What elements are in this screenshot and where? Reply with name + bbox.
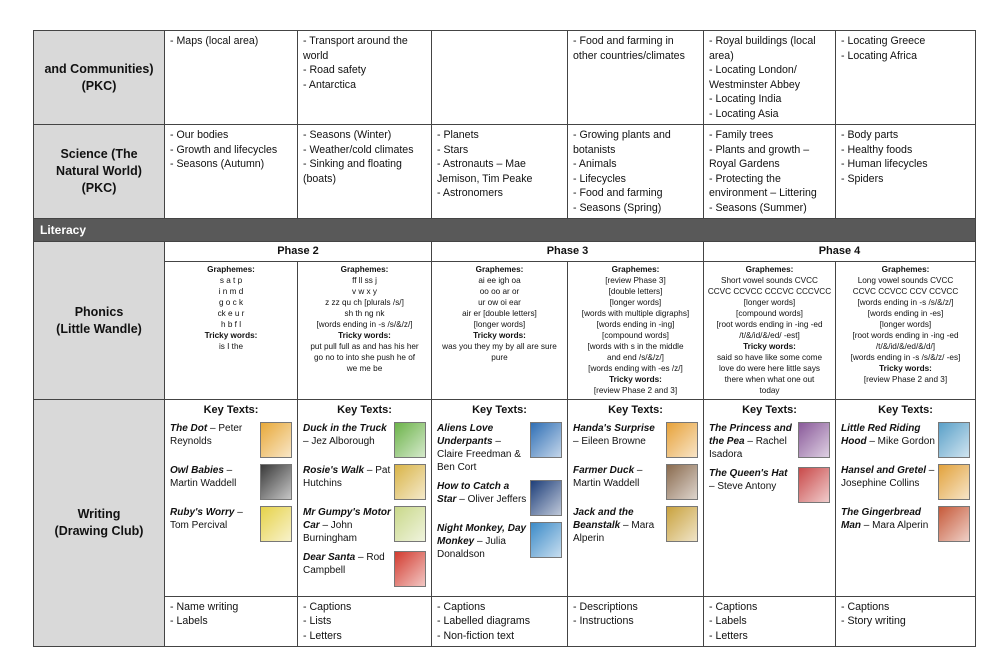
book-cover-icon bbox=[260, 464, 292, 500]
outcome-cell-5: - Captions - Labels - Letters bbox=[704, 596, 836, 647]
outcome-cell-4: - Descriptions - Instructions bbox=[568, 596, 704, 647]
phonics-cell-6: Graphemes: Long vowel sounds CVCC CCVC CCVCC CCV CCVCC [words ending in -s /s/&/z/] [words ending in -es] [longer words] [root words ending in -ing -ed /t/&/id/&/ed/&/d/] [words ending in -s /s/&/z/ -es] Tricky words: [review Phase 2 and 3] bbox=[836, 262, 976, 400]
cell-communities-3 bbox=[432, 31, 568, 125]
cell-communities-1: - Maps (local area) bbox=[165, 31, 298, 125]
book-cover-icon bbox=[260, 422, 292, 458]
keytexts-cell-2: Key Texts: Duck in the Truck – Jez Alborough Rosie's Walk – Pat Hutchins Mr Gumpy's Motor Car – John Burningham Dear Santa – Rod Campbell bbox=[298, 400, 432, 597]
book-cover-icon bbox=[938, 422, 970, 458]
book-item: Ruby's Worry – Tom Percival bbox=[170, 506, 292, 542]
book-cover-icon bbox=[260, 506, 292, 542]
book-item: The Gingerbread Man – Mara Alperin bbox=[841, 506, 970, 542]
subject-science: Science (The Natural World) (PKC) bbox=[34, 125, 165, 219]
section-literacy: Literacy bbox=[34, 219, 976, 242]
outcome-cell-1: - Name writing - Labels bbox=[165, 596, 298, 647]
book-cover-icon bbox=[530, 422, 562, 458]
phonics-cell-5: Graphemes: Short vowel sounds CVCC CCVC CCVCC CCCVC CCCVCC [longer words] [compound words] [root words ending in -ing -ed /t/&/id/&/ed/ -est] Tricky words: said so have like some come love do were here little says there when what one out today bbox=[704, 262, 836, 400]
keytexts-cell-4: Key Texts: Handa's Surprise – Eileen Browne Farmer Duck – Martin Waddell Jack and the Beanstalk – Mara Alperin bbox=[568, 400, 704, 597]
subject-communities: and Communities) (PKC) bbox=[34, 31, 165, 125]
phonics-cell-4: Graphemes: [review Phase 3] [double letters] [longer words] [words with multiple digraphs] [words ending in -ing] [compound words] [words with s in the middle and end /s/&/z/] [words ending with -es /z/] Tricky words: [review Phase 2 and 3] bbox=[568, 262, 704, 400]
book-cover-icon bbox=[666, 506, 698, 542]
row-phonics bbox=[34, 262, 976, 400]
book-item: The Dot – Peter Reynolds bbox=[170, 422, 292, 458]
book-cover-icon bbox=[394, 551, 426, 587]
cell-communities-2: - Transport around the world - Road safety - Antarctica bbox=[298, 31, 432, 125]
book-cover-icon bbox=[938, 464, 970, 500]
book-item: Hansel and Gretel – Josephine Collins bbox=[841, 464, 970, 500]
book-cover-icon bbox=[798, 467, 830, 503]
row-communities bbox=[34, 31, 976, 125]
row-writing-outcomes bbox=[34, 596, 976, 647]
phonics-cell-2: Graphemes: ff ll ss j v w x y z zz qu ch [plurals /s/] sh th ng nk [words ending in -s /s/&/z/] Tricky words: put pull full as and has his her go no to into she push he of we me be bbox=[298, 262, 432, 400]
book-cover-icon bbox=[530, 480, 562, 516]
curriculum-table bbox=[33, 30, 976, 647]
outcome-cell-3: - Captions - Labelled diagrams - Non-fiction text bbox=[432, 596, 568, 647]
book-item: How to Catch a Star – Oliver Jeffers bbox=[437, 480, 562, 516]
book-item: Aliens Love Underpants – Claire Freedman & Ben Cort bbox=[437, 422, 562, 474]
book-item: Little Red Riding Hood – Mike Gordon bbox=[841, 422, 970, 458]
keytexts-cell-1: Key Texts: The Dot – Peter Reynolds Owl Babies – Martin Waddell Ruby's Worry – Tom Percival bbox=[165, 400, 298, 597]
book-cover-icon bbox=[530, 522, 562, 558]
cell-science-3: - Planets - Stars - Astronauts – Mae Jemison, Tim Peake - Astronomers bbox=[432, 125, 568, 219]
book-item: Owl Babies – Martin Waddell bbox=[170, 464, 292, 500]
book-item: Duck in the Truck – Jez Alborough bbox=[303, 422, 426, 458]
keytexts-cell-3: Key Texts: Aliens Love Underpants – Claire Freedman & Ben Cort How to Catch a Star – Oliver Jeffers Night Monkey, Day Monkey – Julia Donaldson bbox=[432, 400, 568, 597]
outcome-cell-6: - Captions - Story writing bbox=[836, 596, 976, 647]
book-item: Mr Gumpy's Motor Car – John Burningham bbox=[303, 506, 426, 545]
book-cover-icon bbox=[938, 506, 970, 542]
cell-science-5: - Family trees - Plants and growth – Royal Gardens - Protecting the environment – Littering - Seasons (Summer) bbox=[704, 125, 836, 219]
phonics-cell-3: Graphemes: ai ee igh oa oo oo ar or ur ow oi ear air er [double letters] [longer words] Tricky words: was you they my by all are sure pure bbox=[432, 262, 568, 400]
cell-science-6: - Body parts - Healthy foods - Human lifecycles - Spiders bbox=[836, 125, 976, 219]
book-cover-icon bbox=[666, 464, 698, 500]
row-writing-texts bbox=[34, 400, 976, 597]
book-item: Farmer Duck – Martin Waddell bbox=[573, 464, 698, 500]
keytexts-cell-6: Key Texts: Little Red Riding Hood – Mike Gordon Hansel and Gretel – Josephine Collins The Gingerbread Man – Mara Alperin bbox=[836, 400, 976, 597]
phonics-cell-1: Graphemes: s a t p i n m d g o c k ck e u r h b f l Tricky words: is I the bbox=[165, 262, 298, 400]
subject-writing: Writing (Drawing Club) bbox=[34, 400, 165, 647]
cell-science-1: - Our bodies - Growth and lifecycles - Seasons (Autumn) bbox=[165, 125, 298, 219]
row-phase-headers bbox=[34, 242, 976, 262]
book-cover-icon bbox=[394, 422, 426, 458]
cell-science-2: - Seasons (Winter) - Weather/cold climates - Sinking and floating (boats) bbox=[298, 125, 432, 219]
phase-2-header: Phase 2 bbox=[165, 242, 432, 262]
cell-science-4: - Growing plants and botanists - Animals - Lifecycles - Food and farming - Seasons (Spring) bbox=[568, 125, 704, 219]
keytexts-cell-5: Key Texts: The Princess and the Pea – Rachel Isadora The Queen's Hat – Steve Antony bbox=[704, 400, 836, 597]
outcome-cell-2: - Captions - Lists - Letters bbox=[298, 596, 432, 647]
row-literacy-header bbox=[34, 219, 976, 242]
cell-communities-4: - Food and farming in other countries/climates bbox=[568, 31, 704, 125]
cell-communities-5: - Royal buildings (local area) - Locating London/ Westminster Abbey - Locating India - Locating Asia bbox=[704, 31, 836, 125]
book-cover-icon bbox=[798, 422, 830, 458]
phase-4-header: Phase 4 bbox=[704, 242, 976, 262]
book-item: The Princess and the Pea – Rachel Isadora bbox=[709, 422, 830, 461]
book-item: Handa's Surprise – Eileen Browne bbox=[573, 422, 698, 458]
subject-phonics: Phonics (Little Wandle) bbox=[34, 242, 165, 400]
book-cover-icon bbox=[394, 506, 426, 542]
cell-communities-6: - Locating Greece - Locating Africa bbox=[836, 31, 976, 125]
book-cover-icon bbox=[394, 464, 426, 500]
book-item: Rosie's Walk – Pat Hutchins bbox=[303, 464, 426, 500]
book-item: Jack and the Beanstalk – Mara Alperin bbox=[573, 506, 698, 545]
book-item: Night Monkey, Day Monkey – Julia Donaldson bbox=[437, 522, 562, 561]
book-item: The Queen's Hat – Steve Antony bbox=[709, 467, 830, 503]
book-cover-icon bbox=[666, 422, 698, 458]
phase-3-header: Phase 3 bbox=[432, 242, 704, 262]
row-science bbox=[34, 125, 976, 219]
book-item: Dear Santa – Rod Campbell bbox=[303, 551, 426, 587]
